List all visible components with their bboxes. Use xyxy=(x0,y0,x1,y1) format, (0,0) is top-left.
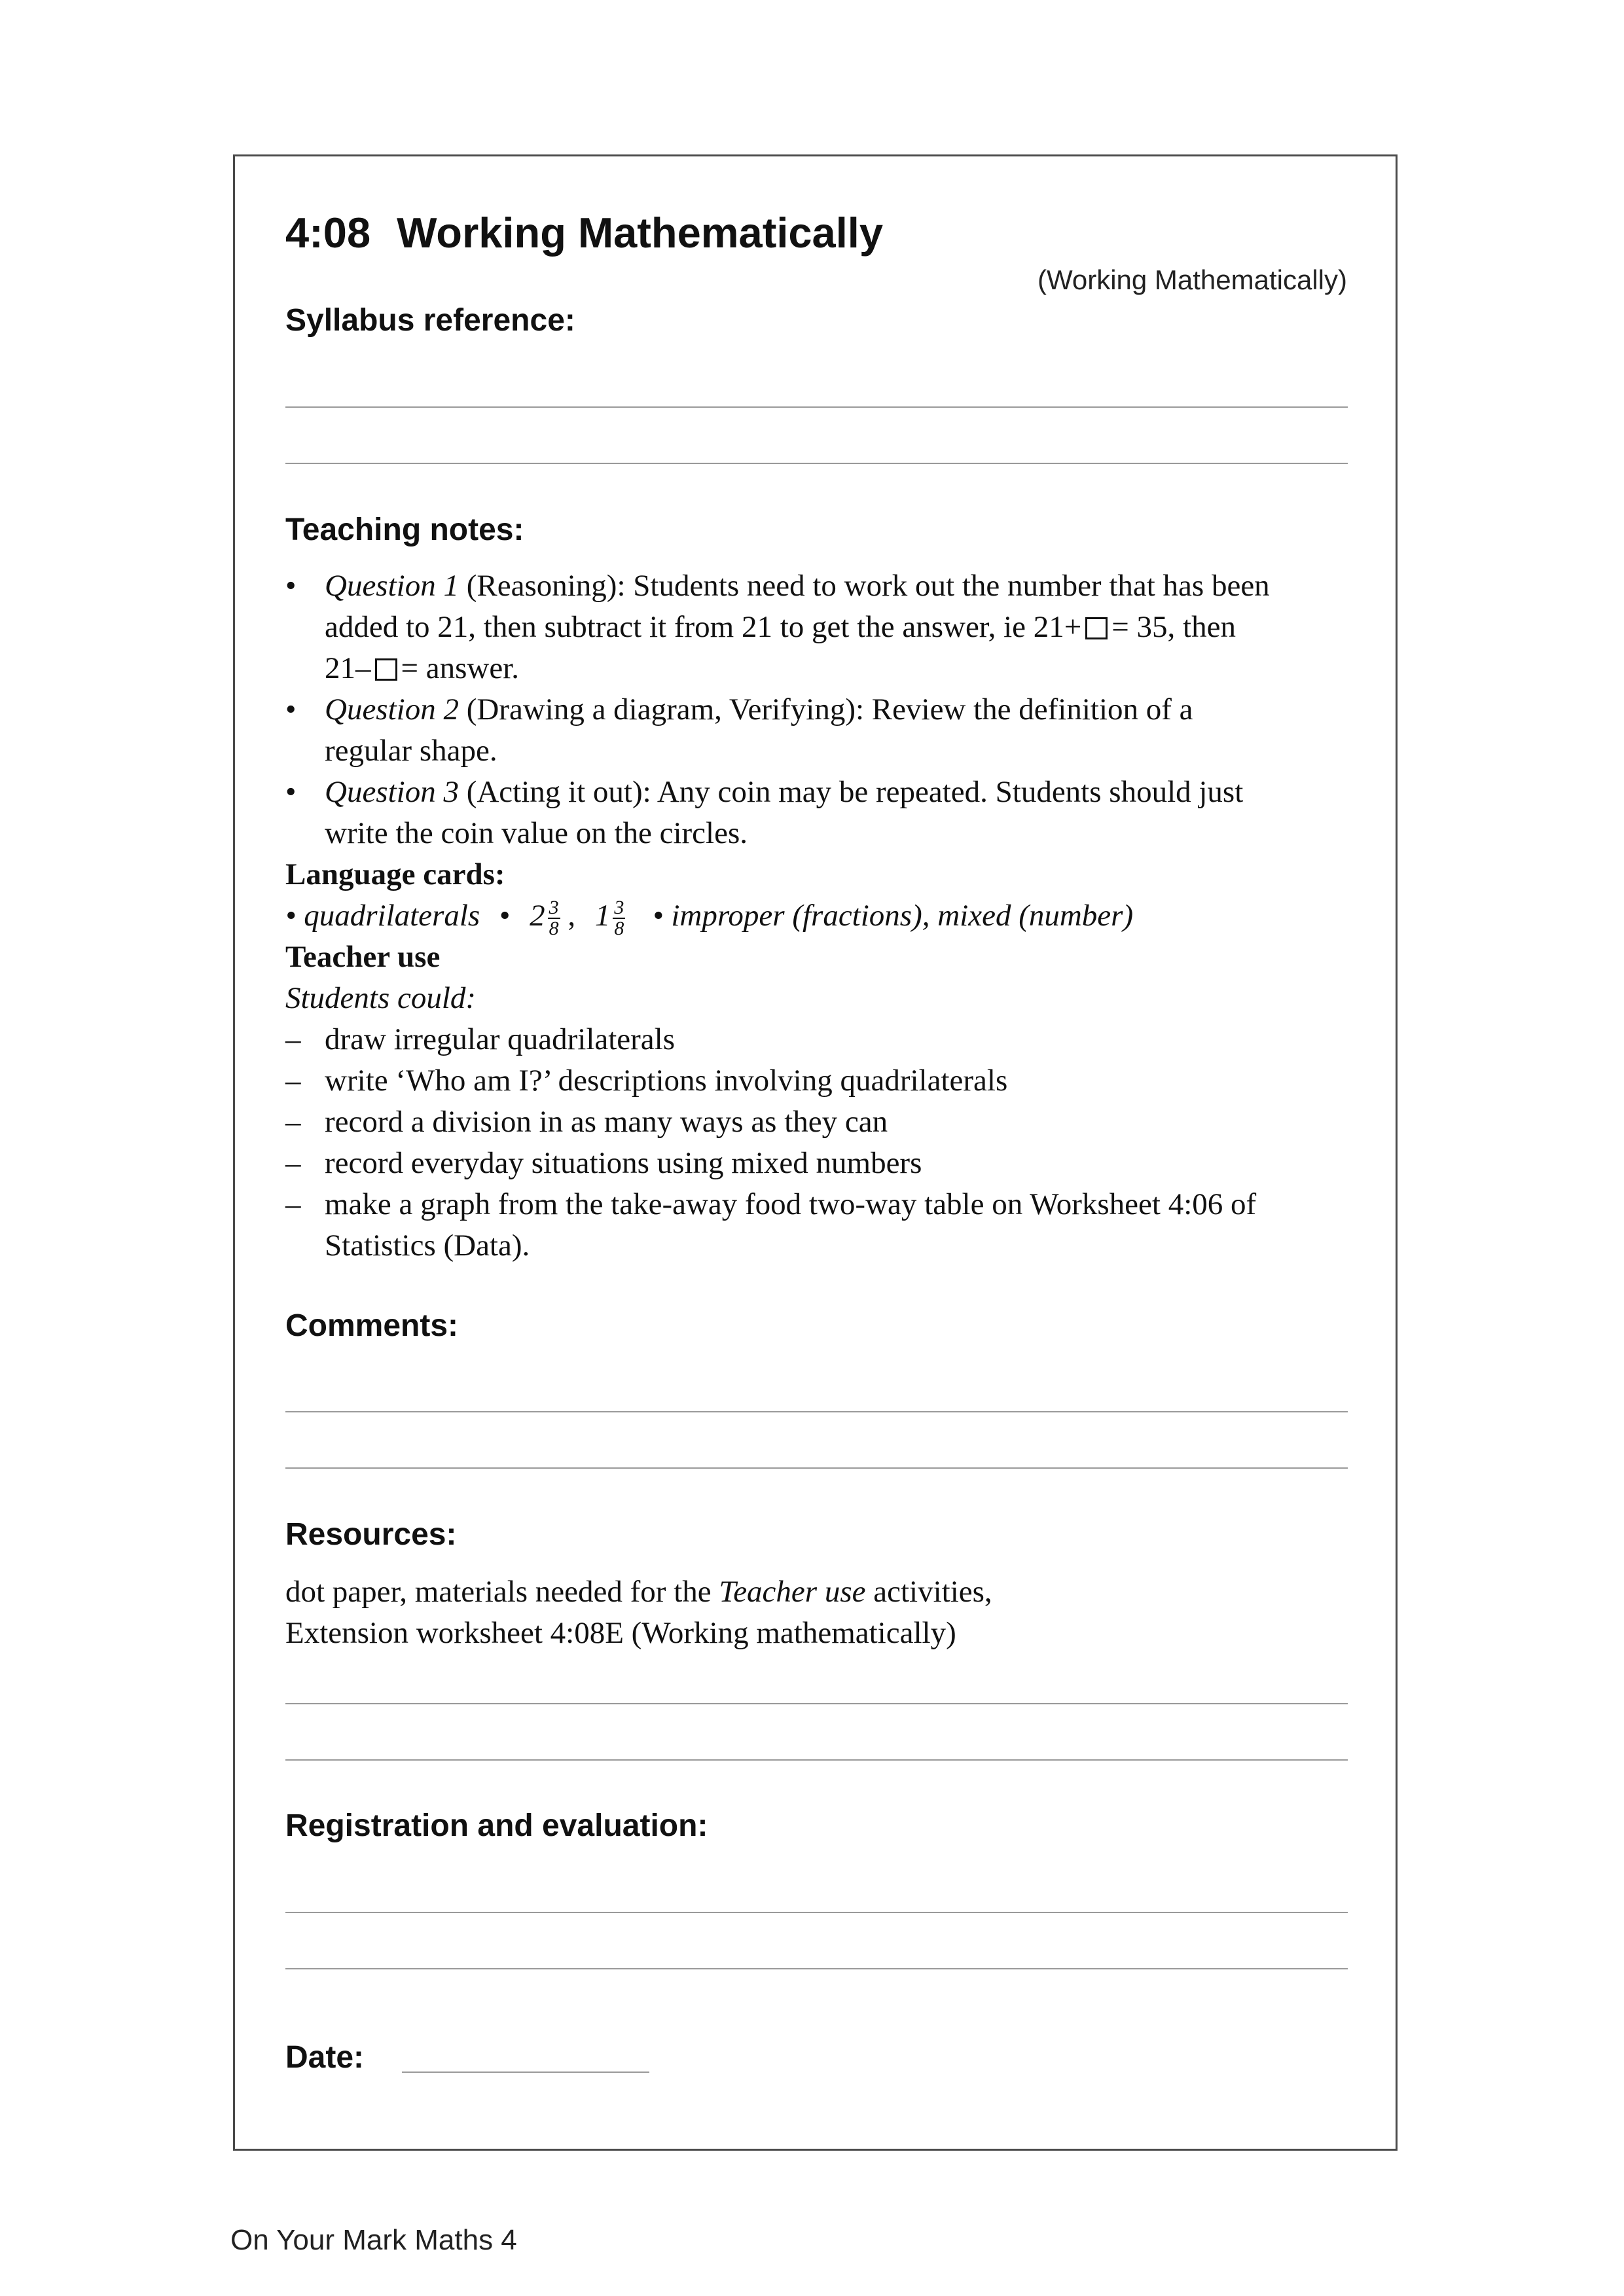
teacher-use-item xyxy=(285,1022,676,1057)
date-line xyxy=(402,2072,649,2073)
resources-text-b: activities, xyxy=(865,1575,992,1609)
resources-text-a: dot paper, materials needed for the xyxy=(285,1575,719,1609)
comments-heading: Comments: xyxy=(285,1308,459,1343)
bullet: • xyxy=(285,692,297,726)
comments-line-2 xyxy=(285,1467,1348,1469)
mixed1-den: 8 xyxy=(549,918,559,940)
lesson-subtitle: (Working Mathematically) xyxy=(1037,264,1347,295)
mixed2-den: 8 xyxy=(614,918,624,940)
language-cards-heading: Language cards: xyxy=(285,857,505,891)
note-q2-line1 xyxy=(285,692,1193,727)
mixed1-num: 3 xyxy=(549,897,559,919)
teacher-use-item xyxy=(285,1104,888,1139)
teacher-use-item-text: record everyday situations using mixed numbers xyxy=(325,1146,922,1180)
language-cards-items: • quadrilaterals • 2 $\frac{3}{8}$ , 1 $\frac{3}{8}$ • improper (fractions), mixed (number) xyxy=(285,897,1134,940)
lesson-title: Working Mathematically xyxy=(397,209,883,257)
dash: – xyxy=(285,1187,301,1221)
blank-box xyxy=(375,658,397,681)
comments-line-1 xyxy=(285,1411,1348,1412)
registration-line-2 xyxy=(285,1968,1348,1969)
q1-line2-text-a: added to 21, then subtract it from 21 to get the answer, ie 21+ xyxy=(325,610,1082,644)
resources-line-rule-2 xyxy=(285,1759,1348,1761)
syllabus-line-2 xyxy=(285,463,1348,464)
bullet: • xyxy=(285,569,297,603)
teacher-use-item-text: record a division in as many ways as they can xyxy=(325,1105,888,1139)
mixed2-num: 3 xyxy=(614,897,624,919)
teacher-use-item-text: make a graph from the take-away food two-way table on Worksheet 4:06 of xyxy=(325,1187,1257,1221)
dash: – xyxy=(285,1064,301,1098)
q1-line2-text-b: = 35, then xyxy=(1111,610,1236,644)
q1-text: (Reasoning): Students need to work out the number that has been xyxy=(458,569,1270,603)
lesson-number: 4:08 xyxy=(285,209,371,257)
resources-heading: Resources: xyxy=(285,1517,457,1552)
resources-teacher-use: Teacher use xyxy=(719,1575,866,1609)
dash: – xyxy=(285,1146,301,1180)
note-q1-line3 xyxy=(325,651,519,686)
page-title xyxy=(285,208,883,257)
mixed-number-1 xyxy=(530,897,560,940)
teacher-use-item xyxy=(285,1063,1008,1098)
q1-line3-text-b: = answer. xyxy=(401,651,520,685)
note-q1-line2 xyxy=(325,609,1236,645)
teacher-use-item-text: write ‘Who am I?’ descriptions involving quadrilaterals xyxy=(325,1064,1008,1098)
syllabus-heading: Syllabus reference: xyxy=(285,303,575,338)
teacher-use-heading: Teacher use xyxy=(285,940,441,974)
dash: – xyxy=(285,1105,301,1139)
teacher-use-item xyxy=(285,1187,1257,1222)
resources-line-2: Extension worksheet 4:08E (Working mathematically) xyxy=(285,1616,956,1650)
teacher-use-item-text: draw irregular quadrilaterals xyxy=(325,1022,676,1056)
q1-line3-text-a: 21– xyxy=(325,651,371,685)
dash: – xyxy=(285,1022,301,1056)
note-q1-line1 xyxy=(285,568,1270,603)
note-q3-line1 xyxy=(285,774,1243,810)
teacher-use-item-cont: Statistics (Data). xyxy=(325,1229,530,1263)
resources-line-1 xyxy=(285,1574,992,1609)
footer-text: On Your Mark Maths 4 xyxy=(230,2224,517,2256)
card-quadrilaterals: quadrilaterals xyxy=(304,899,480,933)
mixed1-whole: 2 xyxy=(530,899,545,933)
blank-box xyxy=(1085,617,1108,639)
q1-label: Question 1 xyxy=(325,569,459,603)
teacher-use-item xyxy=(285,1145,922,1181)
registration-heading: Registration and evaluation: xyxy=(285,1808,708,1843)
q2-label: Question 2 xyxy=(325,692,459,726)
bullet: • xyxy=(285,775,297,809)
date-label: Date: xyxy=(285,2040,365,2075)
mixed2-whole: 1 xyxy=(594,899,611,933)
resources-line-rule-1 xyxy=(285,1703,1348,1704)
card-improper-mixed: improper (fractions), mixed (number) xyxy=(671,899,1134,933)
registration-line-1 xyxy=(285,1912,1348,1913)
q3-label: Question 3 xyxy=(325,775,459,809)
mixed-number-2 xyxy=(594,897,626,940)
note-q2-line2: regular shape. xyxy=(325,734,497,768)
teacher-use-intro: Students could: xyxy=(285,981,477,1015)
teaching-notes-heading: Teaching notes: xyxy=(285,512,524,547)
q2-text: (Drawing a diagram, Verifying): Review the definition of a xyxy=(458,692,1193,726)
q3-text: (Acting it out): Any coin may be repeated. Students should just xyxy=(458,775,1244,809)
syllabus-line-1 xyxy=(285,406,1348,408)
note-q3-line2: write the coin value on the circles. xyxy=(325,816,748,850)
